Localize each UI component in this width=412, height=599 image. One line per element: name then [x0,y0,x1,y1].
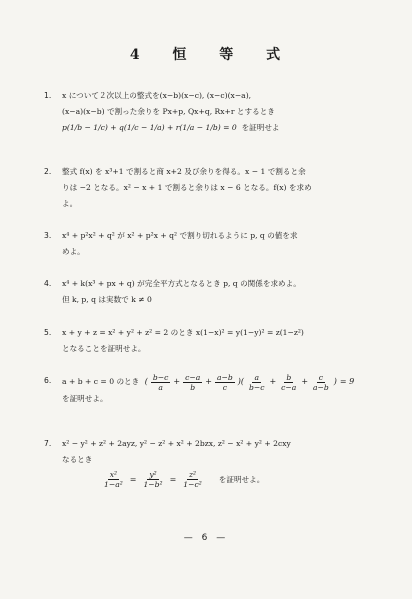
problem-line: を証明せよ。 [62,394,108,403]
problem-formula-line: a + b + c = 0 のとき ( $\frac{b-c}{a}$ + $\frac{c-a}{b}$ + $\frac{a-b}{c}$ )( $\frac{a}{b-c}$ + $\frac{b}{c-a}$ + $\frac{c}{a-b}$ ) = 9 [62,372,355,392]
problem-number: 2. [44,167,52,176]
page-number: — 6 — [183,533,229,543]
fraction: $\frac{c-a}{b}$ [185,372,201,392]
problem-4 [44,276,374,308]
problem-line: (x−a)(x−b) で割った余りを Px+p, Qx+q, Rx+r とするとき [62,107,275,116]
fraction: $\frac{b-c}{a}$ [152,372,169,392]
problem-number: 3. [44,231,52,240]
problem-formula-suffix: を証明せよ [241,123,280,132]
problem-number: 1. [44,91,52,100]
fraction: $\frac{a-b}{c}$ [216,372,233,392]
problem-6 [44,373,374,407]
fraction: $\frac{\text{y²}}{\text{1−b²}}$ [143,470,163,489]
problem-formula: p(1/b − 1/c) + q(1/c − 1/a) + r(1/a − 1/b) = 0 [62,123,237,132]
fraction: $\frac{a}{b-c}$ [248,372,265,392]
problem-5 [44,325,374,357]
problem-formula-suffix: を証明せよ。 [218,474,265,484]
problem-line: x + y + z = x² + y² + z² = 2 のとき x(1−x)² = y(1−y)² = z(1−z²) [62,328,304,337]
problem-3 [44,228,374,260]
problem-formula-line [62,120,374,136]
fraction: $\frac{\text{z²}}{\text{1−c²}}$ [183,470,202,489]
problem-formula-line: $\frac{\text{x²}}{\text{1−a²}}$ = $\frac{\text{y²}}{\text{1−b²}}$ = $\frac{\text{z²}}{\text{1−c²}}$ を証明せよ。 [104,470,265,489]
problem-1 [44,88,374,136]
problem-line: x について２次以上の整式を(x−b)(x−c), (x−c)(x−a), [62,91,252,100]
problem-line: めよ。 [62,247,85,256]
problem-number: 6. [44,376,52,385]
fraction: $\frac{b}{c-a}$ [281,372,297,392]
equals-value: = 9 [339,377,355,386]
problem-line: りは −2 となる。x² − x + 1 で割ると余りは x − 6 となる。f(x) を求め [62,183,312,192]
problem-number: 4. [44,279,52,288]
problem-line: 但 k, p, q は実数で k ≠ 0 [62,295,152,304]
problem-line: x⁴ + k(x³ + px + q) が完全平方式となるとき p, q の関係を求めよ。 [62,279,301,288]
fraction: $\frac{c}{a-b}$ [313,372,329,392]
problem-line-prefix: a + b + c = 0 のとき [62,377,140,386]
fraction: $\frac{\text{x²}}{\text{1−a²}}$ [104,470,123,489]
problem-number: 5. [44,328,52,337]
problem-line: なるとき [62,455,93,464]
problem-line: x⁴ + p²x² + q² が x² + p²x + q² で割り切れるように p, q の値を求 [62,231,298,240]
problem-line: x² − y² + z² + 2ayz, y² − z² + x² + 2bzx, z² − x² + y² + 2cxy [62,439,291,448]
problem-2 [44,164,374,212]
problem-number: 7. [44,439,52,448]
problem-7 [44,436,374,489]
problem-line: よ。 [62,199,78,208]
page-title: 4 恒 等 式 [129,47,295,63]
problem-line: 整式 f(x) を x³+1 で割ると商 x+2 及び余りを得る。x − 1 で割ると余 [62,167,306,176]
problem-line: となることを証明せよ。 [62,344,146,353]
